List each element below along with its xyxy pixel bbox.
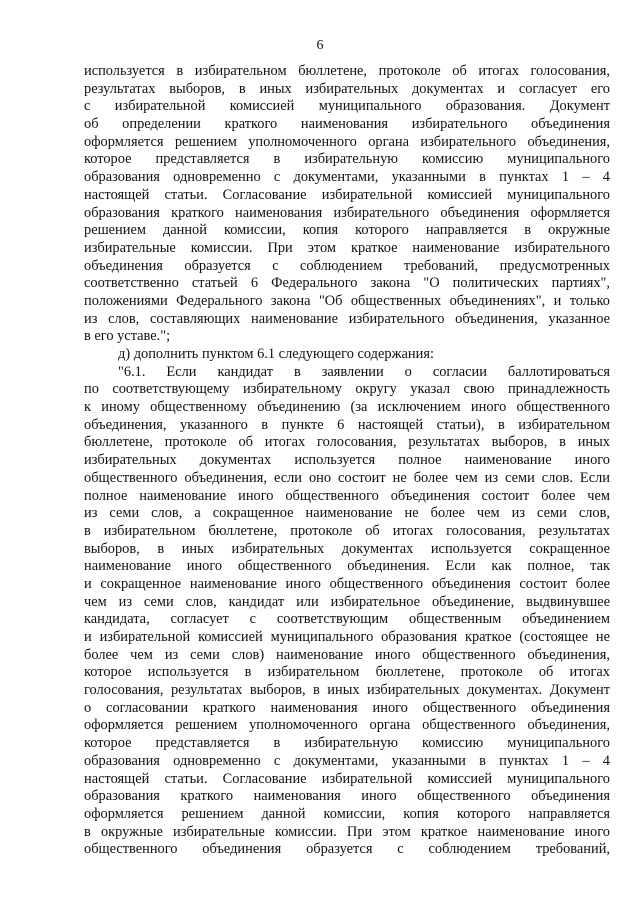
text-line: образования одновременно с документами, указанными в пунктах 1 – 4 [84, 752, 610, 769]
text-line: настоящей статьи. Согласование избирательной комиссией муниципального [84, 770, 610, 787]
text-line: решением данной комиссии, копия которого направляется в окружные [84, 222, 610, 239]
document-body [84, 63, 610, 859]
text-line: результатах выборов, в иных избирательных документах и согласует его [84, 80, 610, 97]
text-line: образования краткого наименования избирательного объединения оформляется [84, 204, 610, 221]
text-line: из слов, составляющих наименование избирательного объединения, указанное [84, 310, 610, 327]
text-line: настоящей статьи. Согласование избирательной комиссией муниципального [84, 186, 610, 203]
text-line: которое используется в избирательном бюллетене, протоколе об итогах [84, 664, 610, 681]
text-line: и сокращенное наименование иного общественного объединения состоит более [84, 575, 610, 592]
text-line: избирательные комиссии. При этом краткое наименование избирательного [84, 239, 610, 256]
text-line: общественного объединения, если оно состоит не более чем из семи слов. Если [84, 469, 610, 486]
text-line: объединения образуется с соблюдением требований, предусмотренных [84, 257, 610, 274]
text-line: положениями Федерального закона "Об общественных объединениях", и только [84, 292, 610, 309]
text-line: образования краткого наименования иного общественного объединения [84, 788, 610, 805]
text-line: об определении краткого наименования избирательного объединения [84, 116, 610, 133]
text-line: из семи слов, а сокращенное наименование не более чем из семи слов, [84, 505, 610, 522]
text-line: более чем из семи слов) наименование иного общественного объединения, [84, 646, 610, 663]
text-line: в избирательном бюллетене, протоколе об итогах голосования, результатах [84, 522, 610, 539]
text-line: наименование иного общественного объединения. Если как полное, так [84, 558, 610, 575]
text-line: избирательных документах используется полное наименование иного [84, 452, 610, 469]
text-line: по соответствующему избирательному округу указал свою принадлежность [84, 381, 610, 398]
text-line: оформляется решением данной комиссии, копия которого направляется [84, 805, 610, 822]
text-line: и избирательной комиссией муниципального образования краткое (состоящее не [84, 629, 610, 645]
text-line: голосования, результатах выборов, в иных избирательных документах. Документ [84, 682, 610, 699]
text-line: с избирательной комиссией муниципального образования. Документ [84, 98, 610, 115]
text-line: "6.1. Если кандидат в заявлении о согласии баллотироваться [118, 363, 610, 380]
text-line: к иному общественному объединению (за исключением иного общественного [84, 399, 610, 416]
text-line: которое представляется в избирательную комиссию муниципального [84, 151, 610, 168]
text-line: образования одновременно с документами, указанными в пунктах 1 – 4 [84, 169, 610, 186]
text-line: в его уставе."; [84, 328, 171, 345]
text-line: полное наименование иного общественного объединения состоит более чем [84, 487, 610, 504]
text-line: д) дополнить пунктом 6.1 следующего содержания: [118, 346, 434, 362]
page-number: 6 [316, 38, 324, 53]
text-line: объединения, указанного в пункте 6 настоящей статьи), в избирательном [84, 416, 610, 433]
text-line: выборов, в иных избирательных документах используется сокращенное [84, 540, 610, 557]
text-line: бюллетене, протоколе об итогах голосования, результатах выборов, в иных [84, 434, 610, 451]
text-line: которое представляется в избирательную комиссию муниципального [84, 735, 610, 752]
text-line: соответственно статьей 6 Федерального закона "О политических партиях", [84, 275, 610, 292]
text-line: чем из семи слов, кандидат или избирательное объединение, выдвинувшее [84, 593, 610, 610]
text-line: оформляется решением уполномоченного органа избирательного объединения, [84, 133, 610, 150]
text-line: о согласовании краткого наименования иного общественного объединения [84, 699, 610, 716]
text-line: общественного объединения образуется с соблюдением требований, [84, 841, 610, 858]
text-line: в окружные избирательные комиссии. При этом краткое наименование иного [84, 823, 610, 840]
text-line: используется в избирательном бюллетене, протоколе об итогах голосования, [84, 63, 610, 79]
text-line: оформляется решением уполномоченного органа общественного объединения, [84, 717, 610, 734]
text-line: кандидата, согласует с соответствующим общественным объединением [84, 611, 610, 628]
